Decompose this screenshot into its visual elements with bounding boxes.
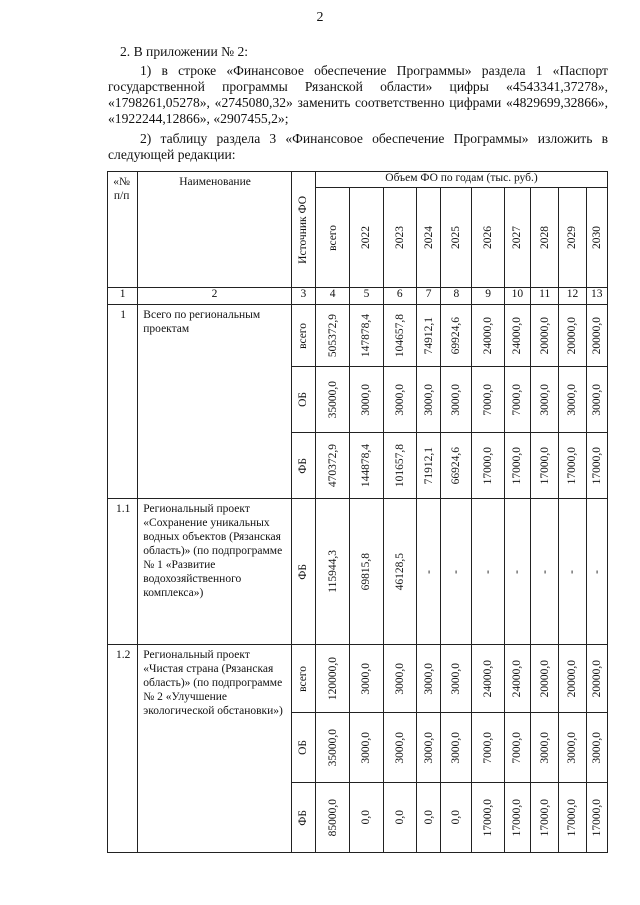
value-cell: - (531, 499, 559, 645)
value-cell: 66924,6 (441, 433, 472, 499)
value-cell: 20000,0 (531, 645, 559, 713)
value-cell: - (504, 499, 530, 645)
value-cell: 7000,0 (504, 367, 530, 433)
row-name: Региональный проект «Чистая страна (Рязанская область)» (по подпрограмме № 2 «Улучшение экологической обстановки») (138, 645, 291, 853)
value-cell: 74912,1 (416, 305, 440, 367)
value-cell: 17000,0 (531, 783, 559, 853)
value-cell: 3000,0 (441, 645, 472, 713)
header-name: Наименование (138, 172, 291, 288)
column-number: 8 (441, 288, 472, 305)
source-cell: всего (291, 645, 315, 713)
column-number: 2 (138, 288, 291, 305)
header-year-3: 2024 (416, 188, 440, 288)
value-cell: 147878,4 (350, 305, 383, 367)
header-year-5: 2026 (472, 188, 504, 288)
value-cell: 104657,8 (383, 305, 416, 367)
financing-table (107, 171, 608, 853)
value-cell: 24000,0 (504, 645, 530, 713)
value-cell: 505372,9 (316, 305, 350, 367)
value-cell: 3000,0 (531, 367, 559, 433)
value-cell: 35000,0 (316, 713, 350, 783)
value-cell: 3000,0 (383, 367, 416, 433)
header-number: «№ п/п (108, 172, 138, 288)
header-year-9: 2030 (586, 188, 607, 288)
value-cell: 0,0 (441, 783, 472, 853)
value-cell: 3000,0 (531, 713, 559, 783)
value-cell: 3000,0 (559, 367, 586, 433)
value-cell: 20000,0 (586, 645, 607, 713)
value-cell: - (559, 499, 586, 645)
value-cell: 115944,3 (316, 499, 350, 645)
value-cell: 3000,0 (441, 713, 472, 783)
source-cell: ФБ (291, 783, 315, 853)
column-number: 3 (291, 288, 315, 305)
value-cell: 3000,0 (350, 645, 383, 713)
value-cell: 17000,0 (586, 783, 607, 853)
header-volume: Объем ФО по годам (тыс. руб.) (316, 172, 608, 188)
value-cell: 3000,0 (416, 367, 440, 433)
value-cell: 17000,0 (559, 783, 586, 853)
value-cell: 3000,0 (350, 713, 383, 783)
row-number: 1.2 (108, 645, 138, 853)
value-cell: 3000,0 (416, 645, 440, 713)
value-cell: 3000,0 (350, 367, 383, 433)
value-cell: 69924,6 (441, 305, 472, 367)
page-number: 2 (316, 10, 324, 25)
value-cell: 24000,0 (472, 645, 504, 713)
column-number: 10 (504, 288, 530, 305)
row-name: Региональный проект «Сохранение уникальных водных объектов (Рязанская область)» (по подпрограмме № 1 «Развитие водохозяйственного комплекса») (138, 499, 291, 645)
value-cell: 3000,0 (586, 713, 607, 783)
value-cell: 0,0 (416, 783, 440, 853)
row-number: 1 (108, 305, 138, 499)
column-number: 7 (416, 288, 440, 305)
value-cell: 17000,0 (531, 433, 559, 499)
source-cell: ФБ (291, 433, 315, 499)
table-row (108, 645, 608, 713)
source-cell: ОБ (291, 713, 315, 783)
table-row (108, 499, 608, 645)
value-cell: 17000,0 (472, 783, 504, 853)
source-cell: всего (291, 305, 315, 367)
value-cell: 20000,0 (531, 305, 559, 367)
header-year-7: 2028 (531, 188, 559, 288)
value-cell: 7000,0 (472, 713, 504, 783)
value-cell: 144878,4 (350, 433, 383, 499)
value-cell: 3000,0 (416, 713, 440, 783)
value-cell: 71912,1 (416, 433, 440, 499)
value-cell: 7000,0 (472, 367, 504, 433)
source-cell: ОБ (291, 367, 315, 433)
value-cell: 120000,0 (316, 645, 350, 713)
column-number: 4 (316, 288, 350, 305)
value-cell: - (472, 499, 504, 645)
value-cell: 3000,0 (383, 645, 416, 713)
value-cell: - (586, 499, 607, 645)
value-cell: 17000,0 (559, 433, 586, 499)
value-cell: 3000,0 (586, 367, 607, 433)
header-source: Источник ФО (291, 172, 315, 288)
header-year-2: 2023 (383, 188, 416, 288)
paragraph-item-1: 1) в строке «Финансовое обеспечение Программы» раздела 1 «Паспорт государственной программы Рязанской области» цифры «4543341,37278», «1798261,05278», «2745080,32» заменить соответственно цифрами «4829699,32866», «1922244,12866», «2907455,2»; (108, 63, 608, 126)
value-cell: 7000,0 (504, 713, 530, 783)
column-number: 13 (586, 288, 607, 305)
header-year-8: 2029 (559, 188, 586, 288)
value-cell: - (416, 499, 440, 645)
row-name: Всего по региональным проектам (138, 305, 291, 499)
column-number: 5 (350, 288, 383, 305)
value-cell: 24000,0 (472, 305, 504, 367)
value-cell: 17000,0 (504, 433, 530, 499)
column-number: 1 (108, 288, 138, 305)
value-cell: 101657,8 (383, 433, 416, 499)
header-year-4: 2025 (441, 188, 472, 288)
value-cell: 24000,0 (504, 305, 530, 367)
value-cell: - (441, 499, 472, 645)
table-row (108, 305, 608, 367)
value-cell: 0,0 (350, 783, 383, 853)
value-cell: 3000,0 (441, 367, 472, 433)
row-number: 1.1 (108, 499, 138, 645)
header-year-6: 2027 (504, 188, 530, 288)
paragraph-item-2: 2) таблицу раздела 3 «Финансовое обеспечение Программы» изложить в следующей редакции: (108, 131, 608, 162)
value-cell: 0,0 (383, 783, 416, 853)
column-number: 11 (531, 288, 559, 305)
value-cell: 17000,0 (586, 433, 607, 499)
value-cell: 69815,8 (350, 499, 383, 645)
value-cell: 17000,0 (472, 433, 504, 499)
value-cell: 85000,0 (316, 783, 350, 853)
value-cell: 46128,5 (383, 499, 416, 645)
value-cell: 3000,0 (383, 713, 416, 783)
header-year-1: 2022 (350, 188, 383, 288)
value-cell: 35000,0 (316, 367, 350, 433)
value-cell: 20000,0 (586, 305, 607, 367)
value-cell: 20000,0 (559, 305, 586, 367)
value-cell: 17000,0 (504, 783, 530, 853)
header-year-0: всего (316, 188, 350, 288)
column-number: 12 (559, 288, 586, 305)
paragraph-appendix-2: 2. В приложении № 2: (120, 44, 249, 59)
column-number: 9 (472, 288, 504, 305)
value-cell: 20000,0 (559, 645, 586, 713)
value-cell: 3000,0 (559, 713, 586, 783)
source-cell: ФБ (291, 499, 315, 645)
value-cell: 470372,9 (316, 433, 350, 499)
column-number: 6 (383, 288, 416, 305)
